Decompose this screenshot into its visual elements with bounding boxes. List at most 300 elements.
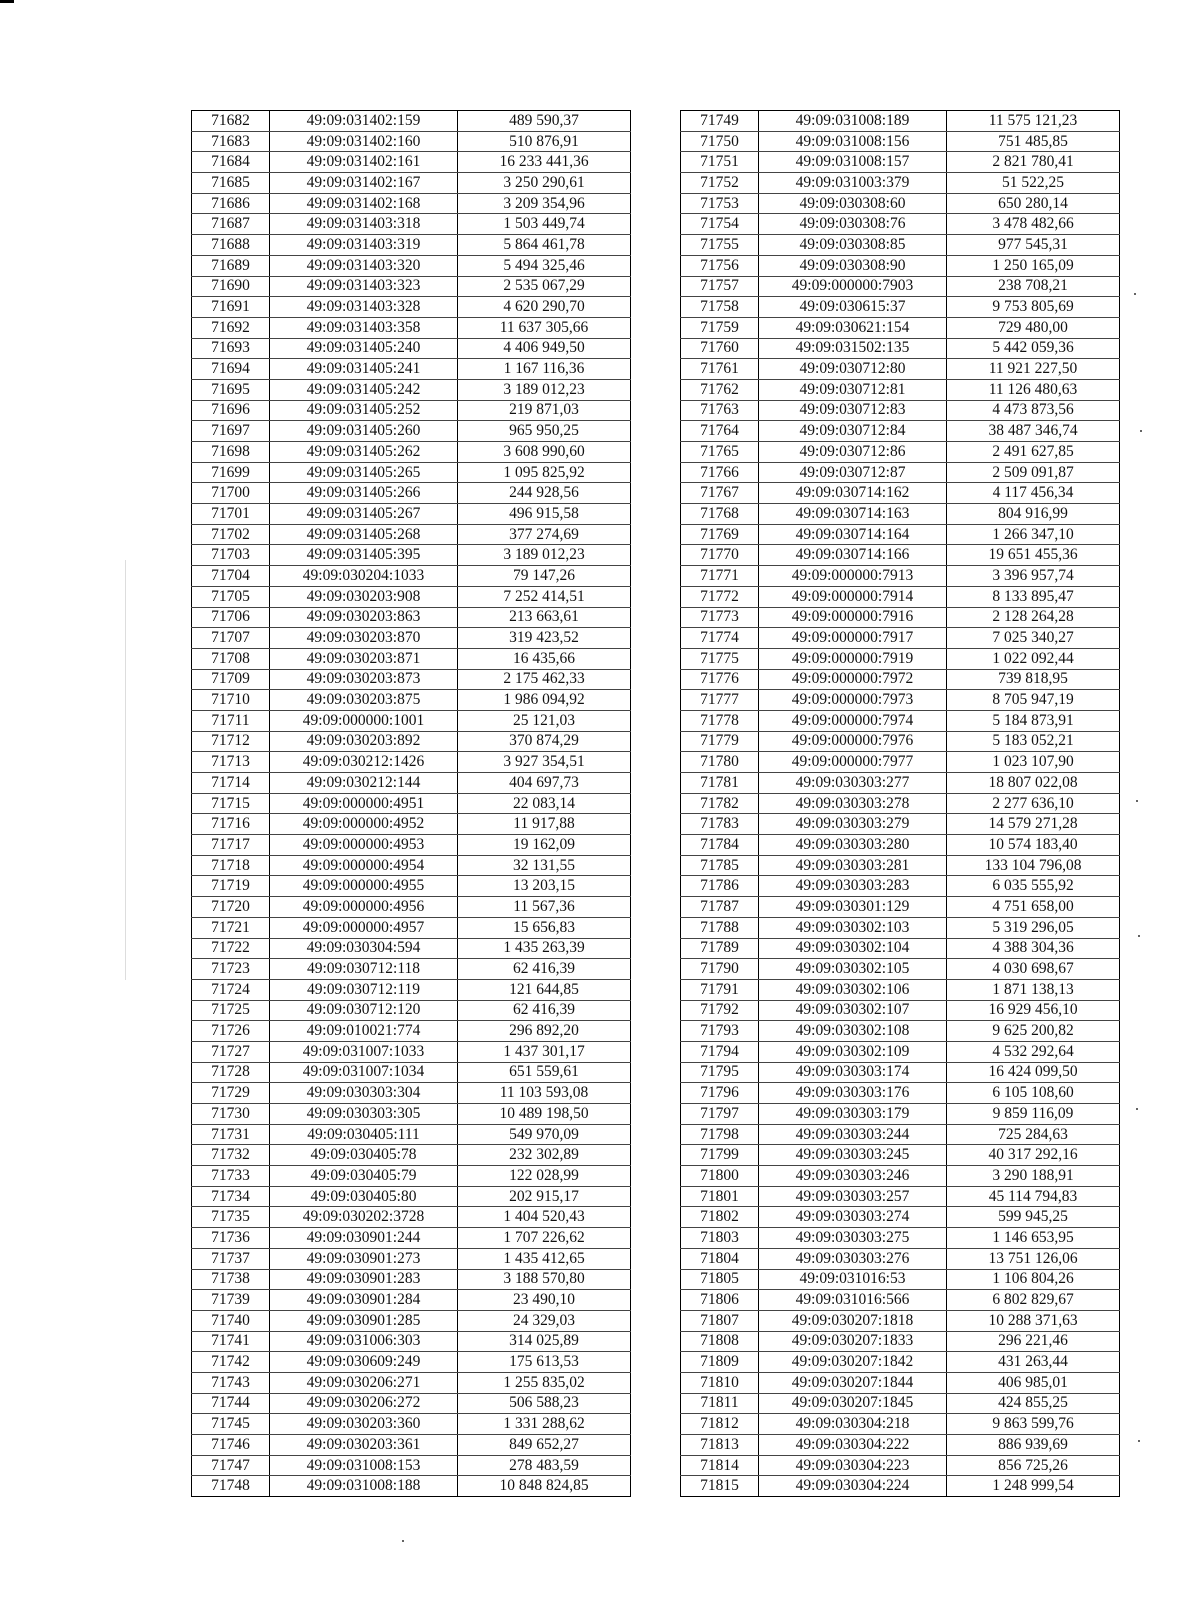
cadastral-number-cell: 49:09:030303:176	[759, 1083, 947, 1104]
cost-value-cell: 4 620 290,70	[458, 297, 631, 318]
cost-value-cell: 549 970,09	[458, 1124, 631, 1145]
row-number-cell: 71796	[681, 1083, 759, 1104]
cost-value-cell: 6 105 108,60	[947, 1083, 1120, 1104]
cadastral-number-cell: 49:09:030712:119	[270, 979, 458, 1000]
cost-value-cell: 296 892,20	[458, 1021, 631, 1042]
cadastral-number-cell: 49:09:000000:7916	[759, 607, 947, 628]
row-number-cell: 71742	[192, 1352, 270, 1373]
row-number-cell: 71768	[681, 504, 759, 525]
table-row	[192, 1476, 631, 1497]
cost-value-cell: 319 423,52	[458, 628, 631, 649]
cost-value-cell: 3 209 354,96	[458, 193, 631, 214]
table-row	[681, 111, 1120, 132]
cadastral-number-cell: 49:09:000000:4955	[270, 876, 458, 897]
cadastral-number-cell: 49:09:030308:90	[759, 255, 947, 276]
cost-value-cell: 24 329,03	[458, 1310, 631, 1331]
cost-value-cell: 4 388 304,36	[947, 938, 1120, 959]
table-row	[192, 214, 631, 235]
cost-value-cell: 8 705 947,19	[947, 690, 1120, 711]
table-row	[681, 193, 1120, 214]
table-row	[681, 214, 1120, 235]
cadastral-number-cell: 49:09:000000:7914	[759, 586, 947, 607]
cost-value-cell: 977 545,31	[947, 235, 1120, 256]
row-number-cell: 71766	[681, 462, 759, 483]
cost-value-cell: 3 478 482,66	[947, 214, 1120, 235]
cost-value-cell: 4 532 292,64	[947, 1041, 1120, 1062]
cadastral-number-cell: 49:09:030303:278	[759, 793, 947, 814]
cadastral-number-cell: 49:09:030303:257	[759, 1186, 947, 1207]
row-number-cell: 71724	[192, 979, 270, 1000]
cadastral-number-cell: 49:09:000000:4951	[270, 793, 458, 814]
table-row	[681, 1021, 1120, 1042]
cadastral-number-cell: 49:09:030302:107	[759, 1000, 947, 1021]
cadastral-number-cell: 49:09:030712:80	[759, 359, 947, 380]
table-row	[192, 1124, 631, 1145]
cost-value-cell: 965 950,25	[458, 421, 631, 442]
row-number-cell: 71694	[192, 359, 270, 380]
scan-speck	[1138, 1440, 1140, 1442]
row-number-cell: 71744	[192, 1393, 270, 1414]
row-number-cell: 71791	[681, 979, 759, 1000]
row-number-cell: 71696	[192, 400, 270, 421]
table-row	[681, 669, 1120, 690]
cadastral-number-cell: 49:09:030405:80	[270, 1186, 458, 1207]
cost-value-cell: 2 277 636,10	[947, 793, 1120, 814]
row-number-cell: 71740	[192, 1310, 270, 1331]
cost-value-cell: 16 424 099,50	[947, 1062, 1120, 1083]
row-number-cell: 71701	[192, 504, 270, 525]
table-row	[681, 338, 1120, 359]
row-number-cell: 71753	[681, 193, 759, 214]
cost-value-cell: 650 280,14	[947, 193, 1120, 214]
cadastral-number-cell: 49:09:030206:271	[270, 1372, 458, 1393]
cost-value-cell: 1 250 165,09	[947, 255, 1120, 276]
row-number-cell: 71693	[192, 338, 270, 359]
table-row	[681, 1041, 1120, 1062]
table-row	[192, 317, 631, 338]
row-number-cell: 71787	[681, 897, 759, 918]
cost-value-cell: 11 567,36	[458, 897, 631, 918]
cadastral-number-cell: 49:09:030304:224	[759, 1476, 947, 1497]
cost-value-cell: 1 023 107,90	[947, 752, 1120, 773]
cadastral-number-cell: 49:09:030712:84	[759, 421, 947, 442]
cost-value-cell: 38 487 346,74	[947, 421, 1120, 442]
table-row	[192, 1393, 631, 1414]
cadastral-number-cell: 49:09:030901:284	[270, 1290, 458, 1311]
row-number-cell: 71778	[681, 710, 759, 731]
cost-value-cell: 16 435,66	[458, 648, 631, 669]
cost-value-cell: 16 929 456,10	[947, 1000, 1120, 1021]
row-number-cell: 71691	[192, 297, 270, 318]
table-row	[192, 1207, 631, 1228]
cadastral-number-cell: 49:09:030303:276	[759, 1248, 947, 1269]
table-row	[681, 1186, 1120, 1207]
scan-speck	[1134, 293, 1136, 295]
cost-value-cell: 3 290 188,91	[947, 1166, 1120, 1187]
cost-value-cell: 32 131,55	[458, 855, 631, 876]
row-number-cell: 71721	[192, 917, 270, 938]
cost-value-cell: 1 266 347,10	[947, 524, 1120, 545]
row-number-cell: 71806	[681, 1290, 759, 1311]
table-row	[681, 1248, 1120, 1269]
table-row	[192, 338, 631, 359]
scan-fold-line	[125, 560, 126, 980]
cost-value-cell: 4 473 873,56	[947, 400, 1120, 421]
row-number-cell: 71737	[192, 1248, 270, 1269]
cadastral-number-cell: 49:09:031008:153	[270, 1455, 458, 1476]
cadastral-number-cell: 49:09:031016:53	[759, 1269, 947, 1290]
table-row	[192, 131, 631, 152]
row-number-cell: 71738	[192, 1269, 270, 1290]
cost-value-cell: 232 302,89	[458, 1145, 631, 1166]
row-number-cell: 71793	[681, 1021, 759, 1042]
row-number-cell: 71732	[192, 1145, 270, 1166]
row-number-cell: 71735	[192, 1207, 270, 1228]
row-number-cell: 71697	[192, 421, 270, 442]
cost-value-cell: 5 864 461,78	[458, 235, 631, 256]
cadastral-table-right	[680, 110, 1120, 1497]
cadastral-number-cell: 49:09:031405:268	[270, 524, 458, 545]
cadastral-table-left	[191, 110, 631, 1497]
table-row	[681, 1000, 1120, 1021]
cost-value-cell: 219 871,03	[458, 400, 631, 421]
cost-value-cell: 3 189 012,23	[458, 379, 631, 400]
row-number-cell: 71684	[192, 152, 270, 173]
cost-value-cell: 51 522,25	[947, 173, 1120, 194]
row-number-cell: 71755	[681, 235, 759, 256]
row-number-cell: 71748	[192, 1476, 270, 1497]
cost-value-cell: 7 252 414,51	[458, 586, 631, 607]
table-row	[192, 1435, 631, 1456]
cadastral-number-cell: 49:09:030203:873	[270, 669, 458, 690]
row-number-cell: 71800	[681, 1166, 759, 1187]
cadastral-number-cell: 49:09:030207:1845	[759, 1393, 947, 1414]
table-row	[192, 400, 631, 421]
table-row	[681, 400, 1120, 421]
row-number-cell: 71729	[192, 1083, 270, 1104]
table-row	[192, 1228, 631, 1249]
cost-value-cell: 729 480,00	[947, 317, 1120, 338]
row-number-cell: 71702	[192, 524, 270, 545]
row-number-cell: 71799	[681, 1145, 759, 1166]
cost-value-cell: 1 503 449,74	[458, 214, 631, 235]
row-number-cell: 71743	[192, 1372, 270, 1393]
table-row	[681, 504, 1120, 525]
table-row	[681, 1207, 1120, 1228]
row-number-cell: 71779	[681, 731, 759, 752]
cost-value-cell: 406 985,01	[947, 1372, 1120, 1393]
table-row	[192, 959, 631, 980]
cost-value-cell: 175 613,53	[458, 1352, 631, 1373]
cost-value-cell: 377 274,69	[458, 524, 631, 545]
cadastral-number-cell: 49:09:000000:1001	[270, 710, 458, 731]
table-row	[681, 773, 1120, 794]
cadastral-number-cell: 49:09:030303:277	[759, 773, 947, 794]
row-number-cell: 71792	[681, 1000, 759, 1021]
row-number-cell: 71695	[192, 379, 270, 400]
cost-value-cell: 370 874,29	[458, 731, 631, 752]
table-row	[681, 628, 1120, 649]
row-number-cell: 71751	[681, 152, 759, 173]
cost-value-cell: 11 917,88	[458, 814, 631, 835]
table-row	[681, 152, 1120, 173]
table-row	[681, 1435, 1120, 1456]
table-row	[681, 359, 1120, 380]
row-number-cell: 71733	[192, 1166, 270, 1187]
cost-value-cell: 599 945,25	[947, 1207, 1120, 1228]
cadastral-number-cell: 49:09:030712:86	[759, 442, 947, 463]
row-number-cell: 71688	[192, 235, 270, 256]
row-number-cell: 71774	[681, 628, 759, 649]
cadastral-number-cell: 49:09:030203:360	[270, 1414, 458, 1435]
table-row	[681, 255, 1120, 276]
cadastral-number-cell: 49:09:030712:83	[759, 400, 947, 421]
cadastral-number-cell: 49:09:030303:179	[759, 1104, 947, 1125]
table-row	[681, 938, 1120, 959]
row-number-cell: 71718	[192, 855, 270, 876]
cadastral-number-cell: 49:09:030303:245	[759, 1145, 947, 1166]
cost-value-cell: 804 916,99	[947, 504, 1120, 525]
cadastral-number-cell: 49:09:030712:87	[759, 462, 947, 483]
cadastral-number-cell: 49:09:030212:1426	[270, 752, 458, 773]
table-row	[681, 855, 1120, 876]
table-row	[681, 1352, 1120, 1373]
table-row	[192, 111, 631, 132]
cadastral-number-cell: 49:09:000000:7919	[759, 648, 947, 669]
cost-value-cell: 11 103 593,08	[458, 1083, 631, 1104]
cost-value-cell: 5 319 296,05	[947, 917, 1120, 938]
cadastral-number-cell: 49:09:030308:85	[759, 235, 947, 256]
cadastral-number-cell: 49:09:030303:246	[759, 1166, 947, 1187]
cost-value-cell: 121 644,85	[458, 979, 631, 1000]
table-row	[681, 1372, 1120, 1393]
table-row	[681, 979, 1120, 1000]
cost-value-cell: 1 871 138,13	[947, 979, 1120, 1000]
cost-value-cell: 11 126 480,63	[947, 379, 1120, 400]
cadastral-number-cell: 49:09:031402:167	[270, 173, 458, 194]
row-number-cell: 71783	[681, 814, 759, 835]
table-row	[681, 483, 1120, 504]
cost-value-cell: 1 106 804,26	[947, 1269, 1120, 1290]
table-row	[681, 897, 1120, 918]
cadastral-number-cell: 49:09:030207:1842	[759, 1352, 947, 1373]
cost-value-cell: 9 625 200,82	[947, 1021, 1120, 1042]
row-number-cell: 71728	[192, 1062, 270, 1083]
cadastral-number-cell: 49:09:030212:144	[270, 773, 458, 794]
cost-value-cell: 278 483,59	[458, 1455, 631, 1476]
table-row	[192, 1310, 631, 1331]
cost-value-cell: 5 184 873,91	[947, 710, 1120, 731]
cost-value-cell: 4 117 456,34	[947, 483, 1120, 504]
cadastral-number-cell: 49:09:000000:7977	[759, 752, 947, 773]
table-row	[681, 586, 1120, 607]
cost-value-cell: 11 575 121,23	[947, 111, 1120, 132]
row-number-cell: 71785	[681, 855, 759, 876]
cost-value-cell: 10 288 371,63	[947, 1310, 1120, 1331]
cost-value-cell: 8 133 895,47	[947, 586, 1120, 607]
cost-value-cell: 506 588,23	[458, 1393, 631, 1414]
cadastral-number-cell: 49:09:031402:161	[270, 152, 458, 173]
cadastral-number-cell: 49:09:030203:908	[270, 586, 458, 607]
scan-speck	[402, 1540, 404, 1542]
table-row	[192, 1352, 631, 1373]
row-number-cell: 71708	[192, 648, 270, 669]
cadastral-number-cell: 49:09:031003:379	[759, 173, 947, 194]
row-number-cell: 71782	[681, 793, 759, 814]
cadastral-number-cell: 49:09:030303:280	[759, 835, 947, 856]
table-row	[192, 297, 631, 318]
row-number-cell: 71707	[192, 628, 270, 649]
cost-value-cell: 19 162,09	[458, 835, 631, 856]
cadastral-number-cell: 49:09:031405:260	[270, 421, 458, 442]
table-row	[681, 814, 1120, 835]
row-number-cell: 71692	[192, 317, 270, 338]
cost-value-cell: 2 535 067,29	[458, 276, 631, 297]
cost-value-cell: 1 146 653,95	[947, 1228, 1120, 1249]
row-number-cell: 71715	[192, 793, 270, 814]
table-row	[681, 793, 1120, 814]
cadastral-number-cell: 49:09:000000:7903	[759, 276, 947, 297]
cadastral-number-cell: 49:09:031402:160	[270, 131, 458, 152]
table-row	[681, 1104, 1120, 1125]
cost-value-cell: 1 255 835,02	[458, 1372, 631, 1393]
row-number-cell: 71704	[192, 566, 270, 587]
cost-value-cell: 9 753 805,69	[947, 297, 1120, 318]
table-row	[681, 876, 1120, 897]
cadastral-number-cell: 49:09:030302:103	[759, 917, 947, 938]
row-number-cell: 71746	[192, 1435, 270, 1456]
row-number-cell: 71761	[681, 359, 759, 380]
scan-speck	[1136, 800, 1138, 802]
cost-value-cell: 1 331 288,62	[458, 1414, 631, 1435]
cadastral-number-cell: 49:09:030302:105	[759, 959, 947, 980]
cost-value-cell: 2 175 462,33	[458, 669, 631, 690]
table-row	[192, 1372, 631, 1393]
row-number-cell: 71700	[192, 483, 270, 504]
table-row	[192, 607, 631, 628]
row-number-cell: 71794	[681, 1041, 759, 1062]
cadastral-number-cell: 49:09:030203:863	[270, 607, 458, 628]
table-row	[681, 1269, 1120, 1290]
row-number-cell: 71776	[681, 669, 759, 690]
cost-value-cell: 2 491 627,85	[947, 442, 1120, 463]
row-number-cell: 71810	[681, 1372, 759, 1393]
cadastral-number-cell: 49:09:030714:162	[759, 483, 947, 504]
cadastral-number-cell: 49:09:000000:7913	[759, 566, 947, 587]
table-row	[681, 648, 1120, 669]
cost-value-cell: 3 396 957,74	[947, 566, 1120, 587]
cost-value-cell: 25 121,03	[458, 710, 631, 731]
row-number-cell: 71764	[681, 421, 759, 442]
row-number-cell: 71770	[681, 545, 759, 566]
table-row	[681, 317, 1120, 338]
cost-value-cell: 3 250 290,61	[458, 173, 631, 194]
cost-value-cell: 1 167 116,36	[458, 359, 631, 380]
row-number-cell: 71815	[681, 1476, 759, 1497]
row-number-cell: 71698	[192, 442, 270, 463]
table-row	[192, 504, 631, 525]
table-row	[192, 276, 631, 297]
table-row	[192, 462, 631, 483]
row-number-cell: 71713	[192, 752, 270, 773]
cost-value-cell: 886 939,69	[947, 1435, 1120, 1456]
cost-value-cell: 6 802 829,67	[947, 1290, 1120, 1311]
row-number-cell: 71750	[681, 131, 759, 152]
table-row	[192, 193, 631, 214]
table-row	[192, 1331, 631, 1352]
cadastral-number-cell: 49:09:031405:240	[270, 338, 458, 359]
row-number-cell: 71765	[681, 442, 759, 463]
row-number-cell: 71772	[681, 586, 759, 607]
cadastral-number-cell: 49:09:030901:273	[270, 1248, 458, 1269]
table-row	[681, 1124, 1120, 1145]
cost-value-cell: 15 656,83	[458, 917, 631, 938]
row-number-cell: 71754	[681, 214, 759, 235]
cadastral-number-cell: 49:09:031405:252	[270, 400, 458, 421]
cadastral-number-cell: 49:09:030302:109	[759, 1041, 947, 1062]
cost-value-cell: 4 406 949,50	[458, 338, 631, 359]
cadastral-number-cell: 49:09:031402:159	[270, 111, 458, 132]
row-number-cell: 71795	[681, 1062, 759, 1083]
cadastral-number-cell: 49:09:000000:4954	[270, 855, 458, 876]
row-number-cell: 71685	[192, 173, 270, 194]
cost-value-cell: 751 485,85	[947, 131, 1120, 152]
scan-speck	[1138, 935, 1140, 937]
cadastral-number-cell: 49:09:031008:157	[759, 152, 947, 173]
cost-value-cell: 5 442 059,36	[947, 338, 1120, 359]
cost-value-cell: 18 807 022,08	[947, 773, 1120, 794]
row-number-cell: 71749	[681, 111, 759, 132]
table-row	[192, 442, 631, 463]
row-number-cell: 71811	[681, 1393, 759, 1414]
table-row	[681, 1414, 1120, 1435]
row-number-cell: 71703	[192, 545, 270, 566]
cadastral-number-cell: 49:09:030302:108	[759, 1021, 947, 1042]
cadastral-number-cell: 49:09:030303:275	[759, 1228, 947, 1249]
cadastral-number-cell: 49:09:031403:358	[270, 317, 458, 338]
cadastral-number-cell: 49:09:000000:7974	[759, 710, 947, 731]
cost-value-cell: 314 025,89	[458, 1331, 631, 1352]
cadastral-number-cell: 49:09:030615:37	[759, 297, 947, 318]
row-number-cell: 71784	[681, 835, 759, 856]
row-number-cell: 71805	[681, 1269, 759, 1290]
table-row	[192, 421, 631, 442]
row-number-cell: 71709	[192, 669, 270, 690]
cost-value-cell: 1 404 520,43	[458, 1207, 631, 1228]
table-row	[192, 1083, 631, 1104]
table-row	[681, 297, 1120, 318]
scan-speck	[1136, 1108, 1138, 1110]
table-row	[681, 917, 1120, 938]
table-row	[192, 731, 631, 752]
cadastral-number-cell: 49:09:031007:1033	[270, 1041, 458, 1062]
cadastral-number-cell: 49:09:030202:3728	[270, 1207, 458, 1228]
row-number-cell: 71763	[681, 400, 759, 421]
cadastral-number-cell: 49:09:030621:154	[759, 317, 947, 338]
row-number-cell: 71790	[681, 959, 759, 980]
table-row	[192, 359, 631, 380]
table-row	[681, 235, 1120, 256]
cost-value-cell: 3 608 990,60	[458, 442, 631, 463]
cadastral-number-cell: 49:09:031403:328	[270, 297, 458, 318]
table-row	[681, 835, 1120, 856]
cadastral-number-cell: 49:09:030302:104	[759, 938, 947, 959]
cadastral-number-cell: 49:09:031405:395	[270, 545, 458, 566]
row-number-cell: 71767	[681, 483, 759, 504]
table-row	[192, 1145, 631, 1166]
cost-value-cell: 122 028,99	[458, 1166, 631, 1187]
cadastral-number-cell: 49:09:030901:244	[270, 1228, 458, 1249]
